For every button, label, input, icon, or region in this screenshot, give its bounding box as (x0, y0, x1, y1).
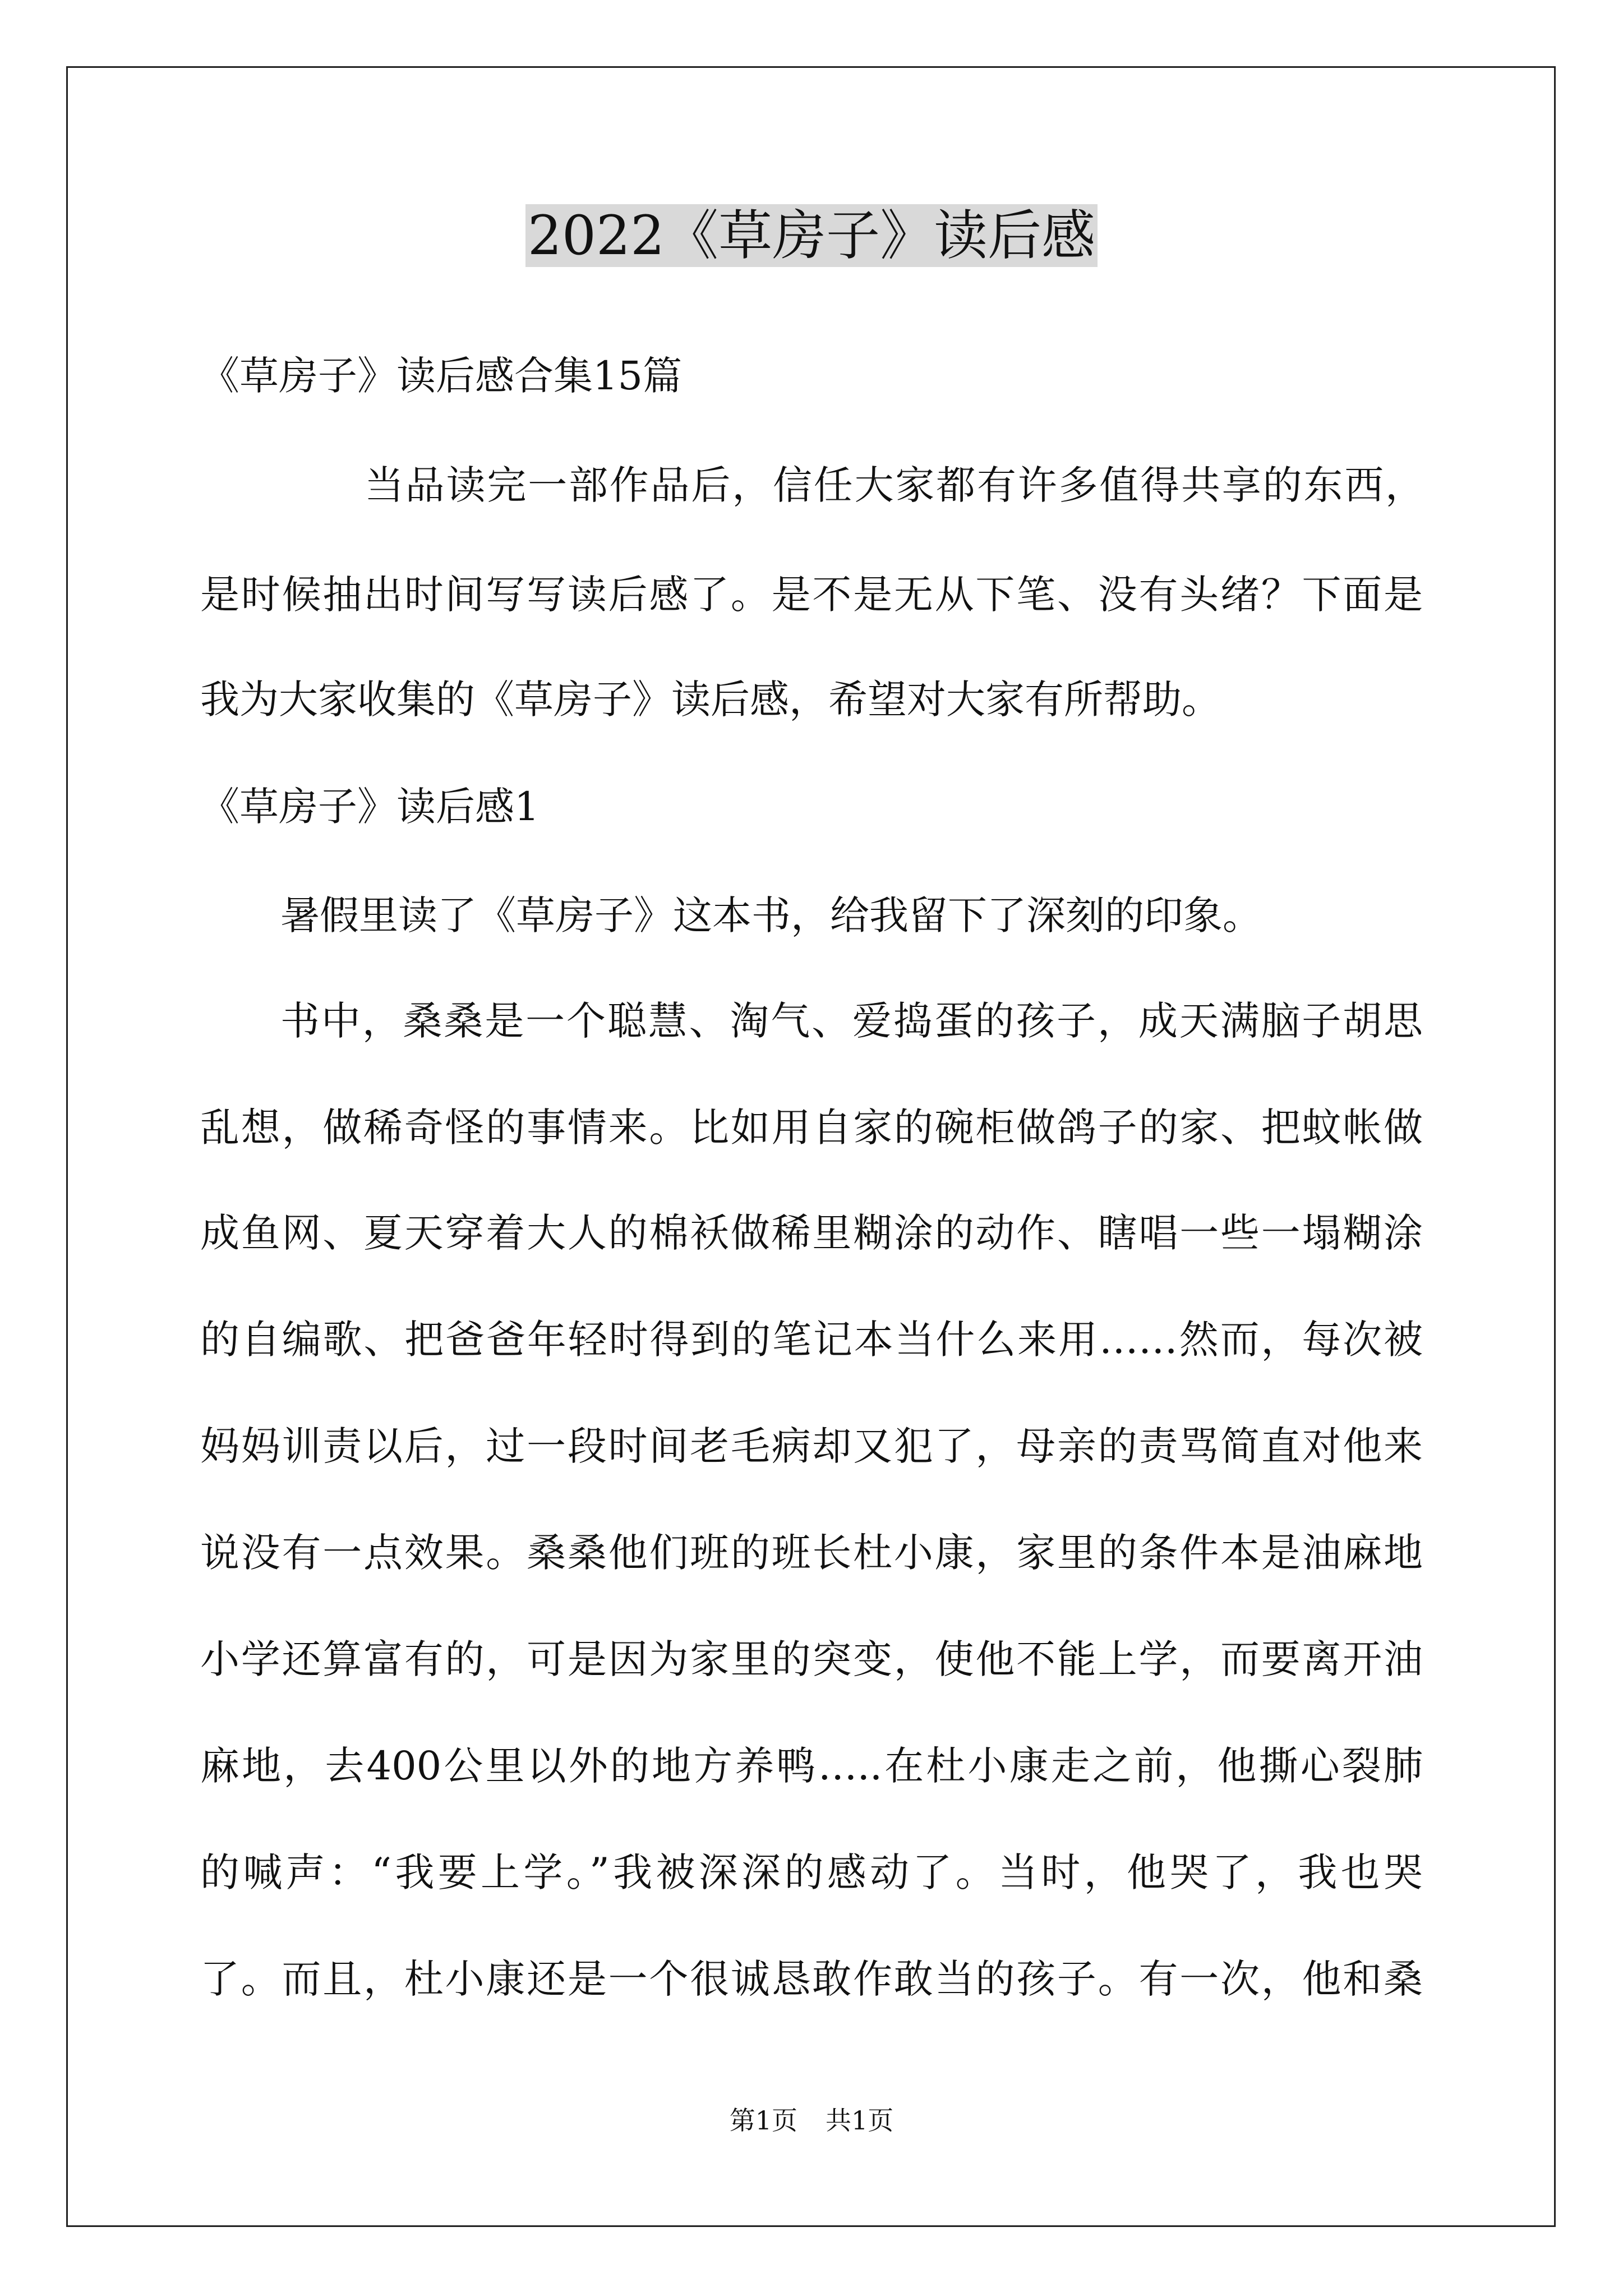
intro-line-2: 是时候抽出时间写写读后感了。是不是无从下笔、没有头绪？下面是 (200, 572, 1423, 618)
paragraph-2-line: 的喊声：“我要上学。”我被深深的感动了。当时，他哭了，我也哭 (200, 1849, 1423, 1895)
paragraph-2-line: 麻地，去400公里以外的地方养鸭…..在杜小康走之前，他撕心裂肺 (200, 1743, 1423, 1789)
section-heading: 《草房子》读后感1 (200, 784, 540, 830)
subtitle: 《草房子》读后感合集15篇 (200, 353, 683, 399)
paragraph-2-line: 说没有一点效果。桑桑他们班的班长杜小康，家里的条件本是油麻地 (200, 1530, 1423, 1576)
page-footer (0, 2104, 1623, 2137)
paragraph-2-line: 书中，桑桑是一个聪慧、淘气、爱捣蛋的孩子，成天满脑子胡思 (280, 998, 1423, 1044)
intro-line-3: 我为大家收集的《草房子》读后感，希望对大家有所帮助。 (200, 677, 1221, 723)
page-number: 第1页 (729, 2105, 797, 2136)
paragraph-2-line: 的自编歌、把爸爸年轻时得到的笔记本当什么来用……然而，每次被 (200, 1317, 1423, 1363)
page-total: 共1页 (826, 2105, 894, 2136)
paragraph-2-line: 妈妈训责以后，过一段时间老毛病却又犯了，母亲的责骂简直对他来 (200, 1423, 1423, 1469)
paragraph-1: 暑假里读了《草房子》这本书，给我留下了深刻的印象。 (280, 892, 1262, 938)
paragraph-2-line: 小学还算富有的，可是因为家里的突变，使他不能上学，而要离开油 (200, 1636, 1423, 1682)
document-title: 2022《草房子》读后感 (0, 199, 1623, 272)
intro-line-1: 当品读完一部作品后，信任大家都有许多值得共享的东西， (365, 462, 1424, 508)
paragraph-2-line: 乱想，做稀奇怪的事情来。比如用自家的碗柜做鸽子的家、把蚊帐做 (200, 1105, 1423, 1151)
paragraph-2-line: 成鱼网、夏天穿着大人的棉袄做稀里糊涂的动作、瞎唱一些一塌糊涂 (200, 1210, 1423, 1256)
paragraph-2-line: 了。而且，杜小康还是一个很诚恳敢作敢当的孩子。有一次，他和桑 (200, 1956, 1423, 2002)
